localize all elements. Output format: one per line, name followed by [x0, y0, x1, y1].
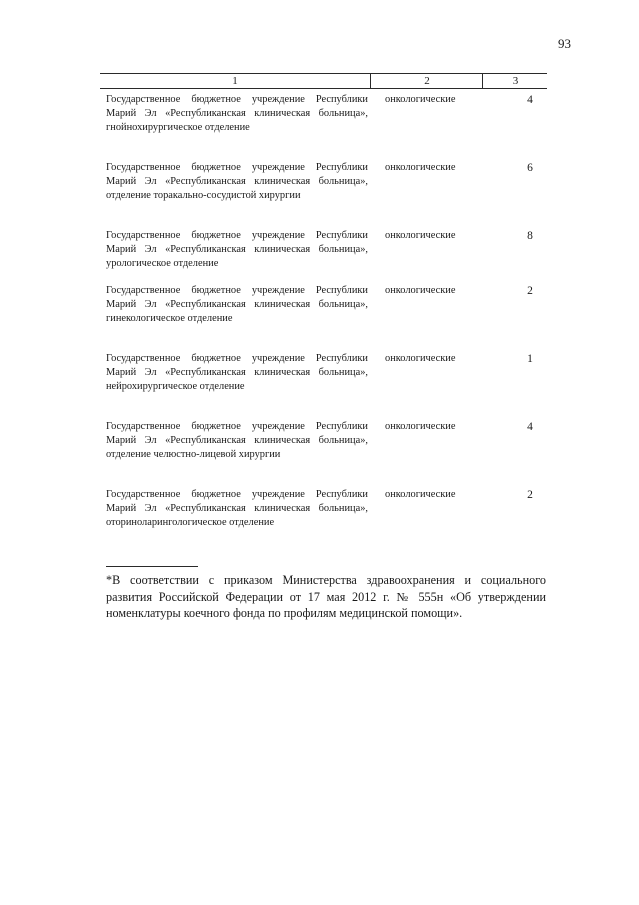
- institution-name: Государственное бюджетное учреждение Республики Марий Эл «Республиканская клиническая больница», отделение торакально-сосудистой хирургии: [106, 162, 368, 202]
- table-header: [100, 73, 547, 89]
- header-cell-3: 3: [482, 74, 548, 88]
- institution-name: Государственное бюджетное учреждение Республики Марий Эл «Республиканская клиническая больница», гнойнохирургическое отделение: [106, 94, 368, 134]
- institution-name: Государственное бюджетное учреждение Республики Марий Эл «Республиканская клиническая больница», урологическое отделение: [106, 230, 368, 270]
- bed-profile: онкологические: [385, 230, 456, 241]
- bed-count: 1: [527, 353, 533, 365]
- bed-count: 4: [527, 421, 533, 433]
- header-cell-1: 1: [232, 75, 238, 87]
- bed-count: 2: [527, 489, 533, 501]
- footnote: *В соответствии с приказом Министерства здравоохранения и социального развития Российской Федерации от 17 мая 2012 г. № 555н «Об утверждении номенклатуры коечного фонда по профилям медицинской помощи».: [106, 573, 546, 620]
- institution-name: Государственное бюджетное учреждение Республики Марий Эл «Республиканская клиническая больница», оториноларингологическое отделение: [106, 489, 368, 529]
- bed-count: 2: [527, 285, 533, 297]
- bed-count: 8: [527, 230, 533, 242]
- institution-name: Государственное бюджетное учреждение Республики Марий Эл «Республиканская клиническая больница», отделение челюстно-лицевой хирургии: [106, 421, 368, 461]
- page-number: 93: [558, 36, 571, 51]
- bed-profile: онкологические: [385, 162, 456, 173]
- header-cell-2: 2: [370, 74, 483, 88]
- bed-profile: онкологические: [385, 353, 456, 364]
- bed-profile: онкологические: [385, 421, 456, 432]
- bed-profile: онкологические: [385, 94, 456, 105]
- institution-name: Государственное бюджетное учреждение Республики Марий Эл «Республиканская клиническая больница», нейрохирургическое отделение: [106, 353, 368, 393]
- footnote-divider: [106, 566, 198, 567]
- bed-count: 6: [527, 162, 533, 174]
- institution-name: Государственное бюджетное учреждение Республики Марий Эл «Республиканская клиническая больница», гинекологическое отделение: [106, 285, 368, 325]
- beds-table: [100, 73, 547, 529]
- bed-count: 4: [527, 94, 533, 106]
- bed-profile: онкологические: [385, 285, 456, 296]
- bed-profile: онкологические: [385, 489, 456, 500]
